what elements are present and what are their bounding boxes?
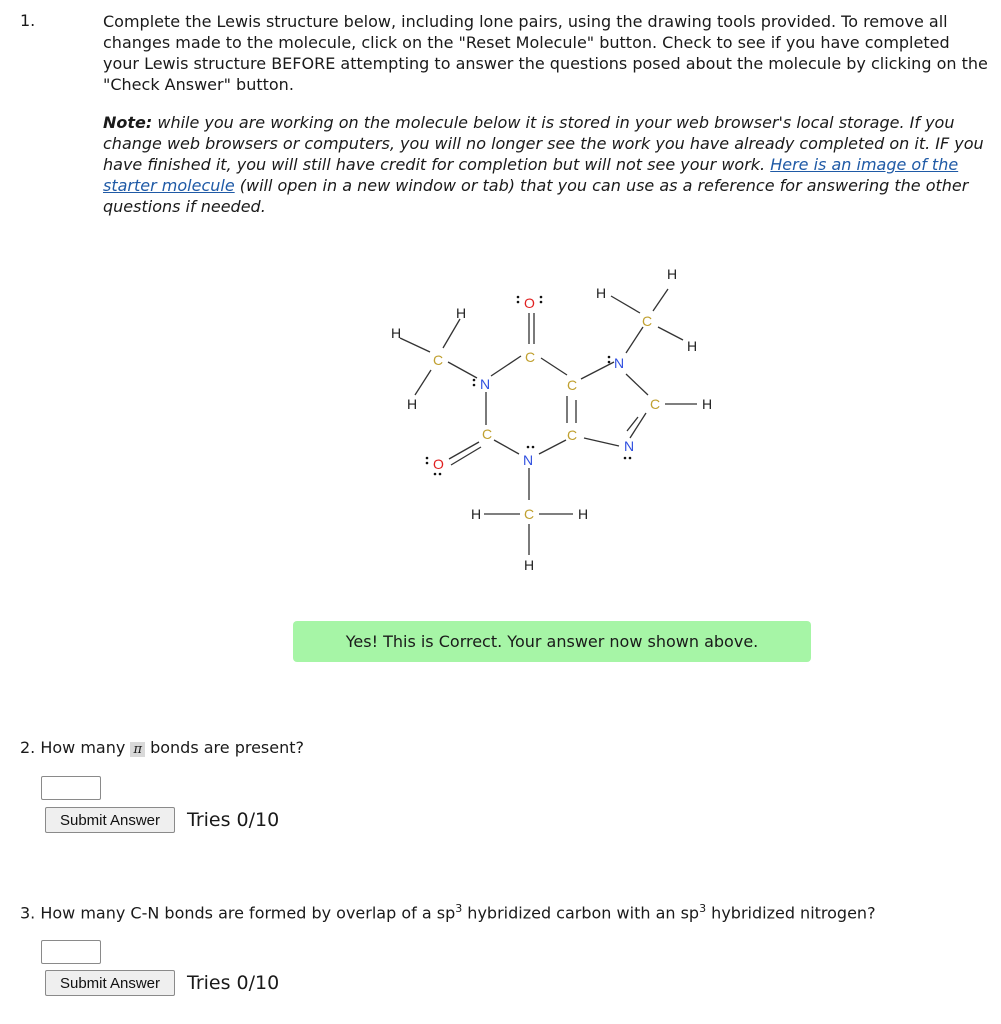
question-3-prefix: 3. How many C-N bonds are formed by overlap of a sp bbox=[20, 903, 456, 923]
question-2-prefix: 2. How many bbox=[20, 738, 131, 757]
atom-n: N bbox=[614, 355, 625, 371]
atom-n: N bbox=[523, 452, 534, 468]
atom-h: H bbox=[524, 557, 535, 573]
question-2-submit-button[interactable]: Submit Answer bbox=[45, 807, 175, 833]
atom-h: H bbox=[687, 338, 698, 354]
atom-c: C bbox=[525, 349, 536, 365]
question-3-tries: Tries 0/10 bbox=[187, 972, 280, 994]
question-1-instructions: Complete the Lewis structure below, including lone pairs, using the drawing tools provided. To remove all changes made to the molecule, click on the "Reset Molecule" button. Check to see if you have completed your Lewis structure BEFORE attempting to answer the questions posed about the molecule by clicking on the "Check Answer" button. bbox=[103, 12, 988, 94]
atom-o: O bbox=[524, 295, 535, 311]
question-2-answer-input[interactable] bbox=[41, 776, 101, 800]
atom-h: H bbox=[667, 266, 678, 282]
question-3-submit-button[interactable]: Submit Answer bbox=[45, 970, 175, 996]
atom-h: H bbox=[391, 325, 402, 341]
note-tail: (will open in a new window or tab) that you can use as a reference for answering the other questions if needed. bbox=[103, 176, 969, 216]
question-2-tries: Tries 0/10 bbox=[187, 809, 280, 831]
superscript-3: 3 bbox=[699, 902, 707, 915]
atom-c: C bbox=[567, 377, 578, 393]
atom-o: O bbox=[433, 456, 444, 472]
atom-c: C bbox=[567, 427, 578, 443]
atom-labels bbox=[391, 266, 712, 573]
question-2-suffix: bonds are present? bbox=[144, 738, 305, 757]
atom-n: N bbox=[480, 376, 491, 392]
atom-h: H bbox=[471, 506, 482, 522]
atom-c: C bbox=[650, 396, 661, 412]
atom-c: C bbox=[433, 352, 444, 368]
bonds bbox=[400, 289, 697, 555]
question-3-middle: hybridized carbon with an sp bbox=[462, 903, 700, 923]
starter-molecule-link[interactable]: Here is an image of the starter molecule bbox=[103, 155, 959, 195]
superscript-3: 3 bbox=[455, 902, 463, 915]
question-2-text bbox=[20, 738, 304, 757]
note-label: Note: bbox=[103, 113, 153, 132]
success-message: Yes! This is Correct. Your answer now shown above. bbox=[293, 621, 811, 662]
pi-symbol: π bbox=[130, 742, 145, 757]
atom-h: H bbox=[456, 305, 467, 321]
note-text: while you are working on the molecule below it is stored in your web browser's local storage. If you change web browsers or computers, you will no longer see the work you have already completed on it. IF you have finished it, you will still have credit for completion but will not see your work. bbox=[103, 113, 984, 174]
question-3-text bbox=[20, 902, 876, 922]
atom-h: H bbox=[702, 396, 713, 412]
atom-n: N bbox=[624, 438, 635, 454]
atom-c: C bbox=[524, 506, 535, 522]
question-1-number: 1. bbox=[20, 11, 36, 30]
atom-h: H bbox=[407, 396, 418, 412]
question-3-suffix: hybridized nitrogen? bbox=[706, 903, 876, 923]
atom-h: H bbox=[596, 285, 607, 301]
atom-c: C bbox=[482, 426, 493, 442]
atom-c: C bbox=[642, 313, 653, 329]
atom-h: H bbox=[578, 506, 589, 522]
question-3-answer-input[interactable] bbox=[41, 940, 101, 964]
